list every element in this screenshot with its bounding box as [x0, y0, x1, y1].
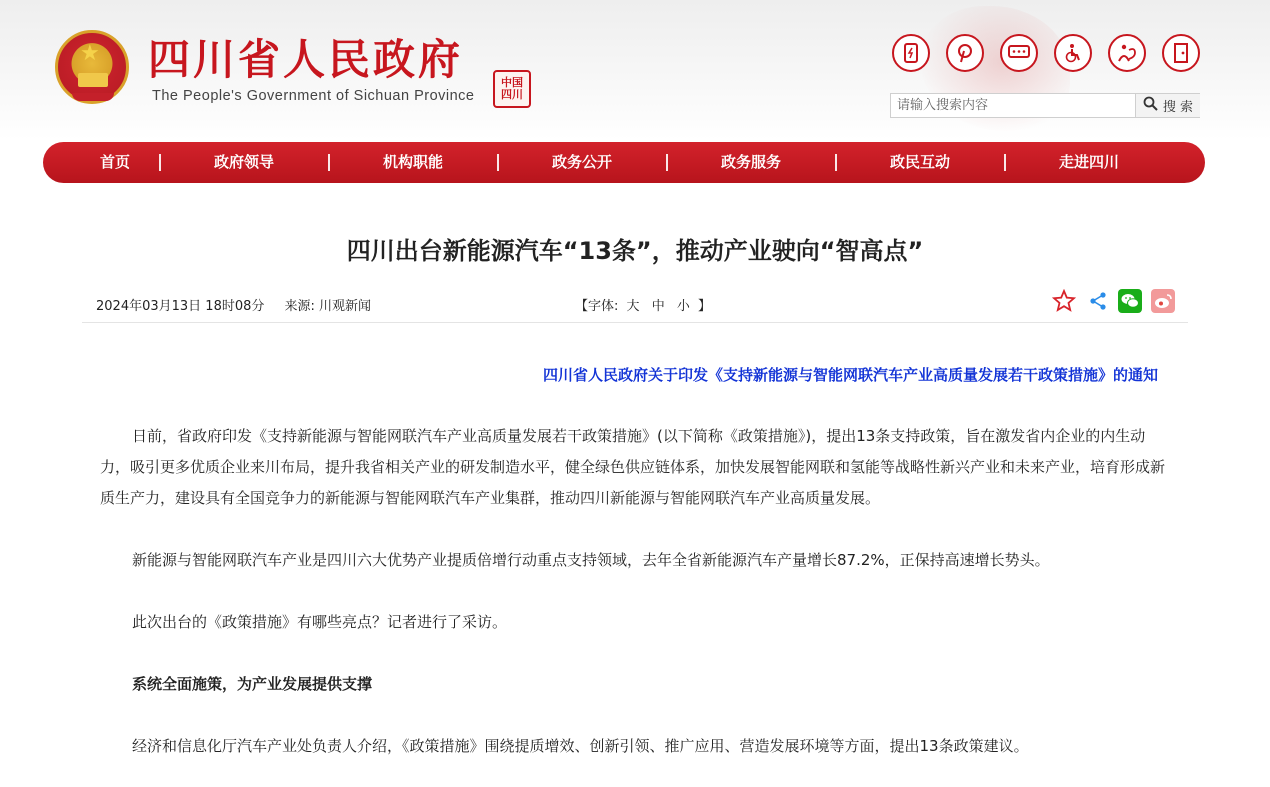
article-title: 四川出台新能源汽车“13条”，推动产业驶向“智高点” [346, 237, 924, 265]
policy-notice-link[interactable]: 四川省人民政府关于印发《支持新能源与智能网联汽车产业高质量发展若干政策措施》的通知 [542, 366, 1158, 384]
mobile-icon[interactable] [892, 34, 930, 72]
share-toolbar [1052, 289, 1182, 315]
main-nav [43, 142, 1205, 183]
elderly-care-icon[interactable] [1108, 34, 1146, 72]
weibo-icon[interactable] [1151, 289, 1175, 313]
message-icon[interactable] [1000, 34, 1038, 72]
search-icon [1143, 96, 1158, 115]
wechat-icon[interactable] [1118, 289, 1142, 313]
nav-item-home[interactable]: 首页 [99, 153, 131, 171]
nav-item-government-affairs-disclosure[interactable]: 政务公开 [551, 153, 613, 171]
font-size-selector [575, 295, 711, 314]
search-button-label: 搜 索 [1162, 100, 1194, 115]
share-icon[interactable] [1086, 289, 1110, 313]
national-emblem-icon: ★ [55, 30, 129, 104]
nav-item-government-services[interactable]: 政务服务 [720, 153, 782, 171]
pinterest-icon[interactable] [946, 34, 984, 72]
seal-char: 中 [501, 76, 512, 89]
font-size-small[interactable]: 小 [676, 299, 690, 314]
search-box [890, 93, 1200, 118]
nav-item-government-leaders[interactable]: 政府领导 [213, 153, 275, 171]
article-meta [96, 295, 371, 314]
nav-item-about-sichuan[interactable]: 走进四川 [1058, 153, 1120, 171]
nav-separator [1004, 154, 1006, 171]
font-size-suffix: 】 [698, 299, 712, 314]
header-tool-icons [892, 34, 1202, 76]
nav-separator [497, 154, 499, 171]
nav-item-institutional-functions[interactable]: 机构职能 [382, 153, 444, 171]
search-button[interactable] [1135, 94, 1200, 117]
favorite-star-icon[interactable] [1052, 289, 1076, 313]
nav-separator [835, 154, 837, 171]
nav-separator [666, 154, 668, 171]
accessibility-icon[interactable] [1054, 34, 1092, 72]
font-size-prefix: 【字体: [575, 299, 619, 314]
nav-separator [159, 154, 161, 171]
nav-item-public-interaction[interactable]: 政民互动 [889, 153, 951, 171]
seal-char: 川 [512, 88, 523, 101]
site-header [0, 0, 1270, 140]
site-name-cn[interactable]: 四川省人民政府 [148, 35, 464, 84]
article-paragraph-4: 经济和信息化厅汽车产业处负责人介绍，《政策措施》围绕提质增效、创新引领、推广应用、营造发展环境等方面，提出13条政策建议。 [132, 737, 1029, 755]
exit-icon[interactable] [1162, 34, 1200, 72]
site-name-en: The People's Government of Sichuan Province [152, 88, 475, 104]
meta-divider [82, 322, 1188, 323]
article-paragraph-3: 此次出台的《政策措施》有哪些亮点？记者进行了采访。 [132, 613, 508, 631]
seal-char: 国 [512, 76, 523, 89]
sichuan-seal-logo [493, 70, 531, 108]
article-paragraph-1: 日前，省政府印发《支持新能源与智能网联汽车产业高质量发展若干政策措施》(以下简称《政策措施》)，提出13条支持政策，旨在激发省内企业的内生动力，吸引更多优质企业来川布局，提升我省相关产业的研发制造水平，健全绿色供应链体系，加快发展智能网联和氢能等战略性新兴产业和未来产业，培育形成新质生产力，建设具有全国竞争力的新能源与智能网联汽车产业集群，推动四川新能源与智能网联汽车产业高质量发展。 [100, 427, 1166, 507]
article-subheading: 系统全面施策，为产业发展提供支撑 [132, 675, 373, 693]
article-source: 来源: 川观新闻 [284, 299, 372, 314]
article-datetime: 2024年03月13日 18时08分 [96, 299, 265, 314]
search-input[interactable] [891, 94, 1145, 117]
article-paragraph-2: 新能源与智能网联汽车产业是四川六大优势产业提质倍增行动重点支持领域，去年全省新能源汽车产量增长87.2%，正保持高速增长势头。 [132, 551, 1050, 569]
font-size-medium[interactable]: 中 [651, 299, 665, 314]
seal-char: 四 [501, 88, 512, 101]
nav-separator [328, 154, 330, 171]
font-size-large[interactable]: 大 [626, 299, 640, 314]
